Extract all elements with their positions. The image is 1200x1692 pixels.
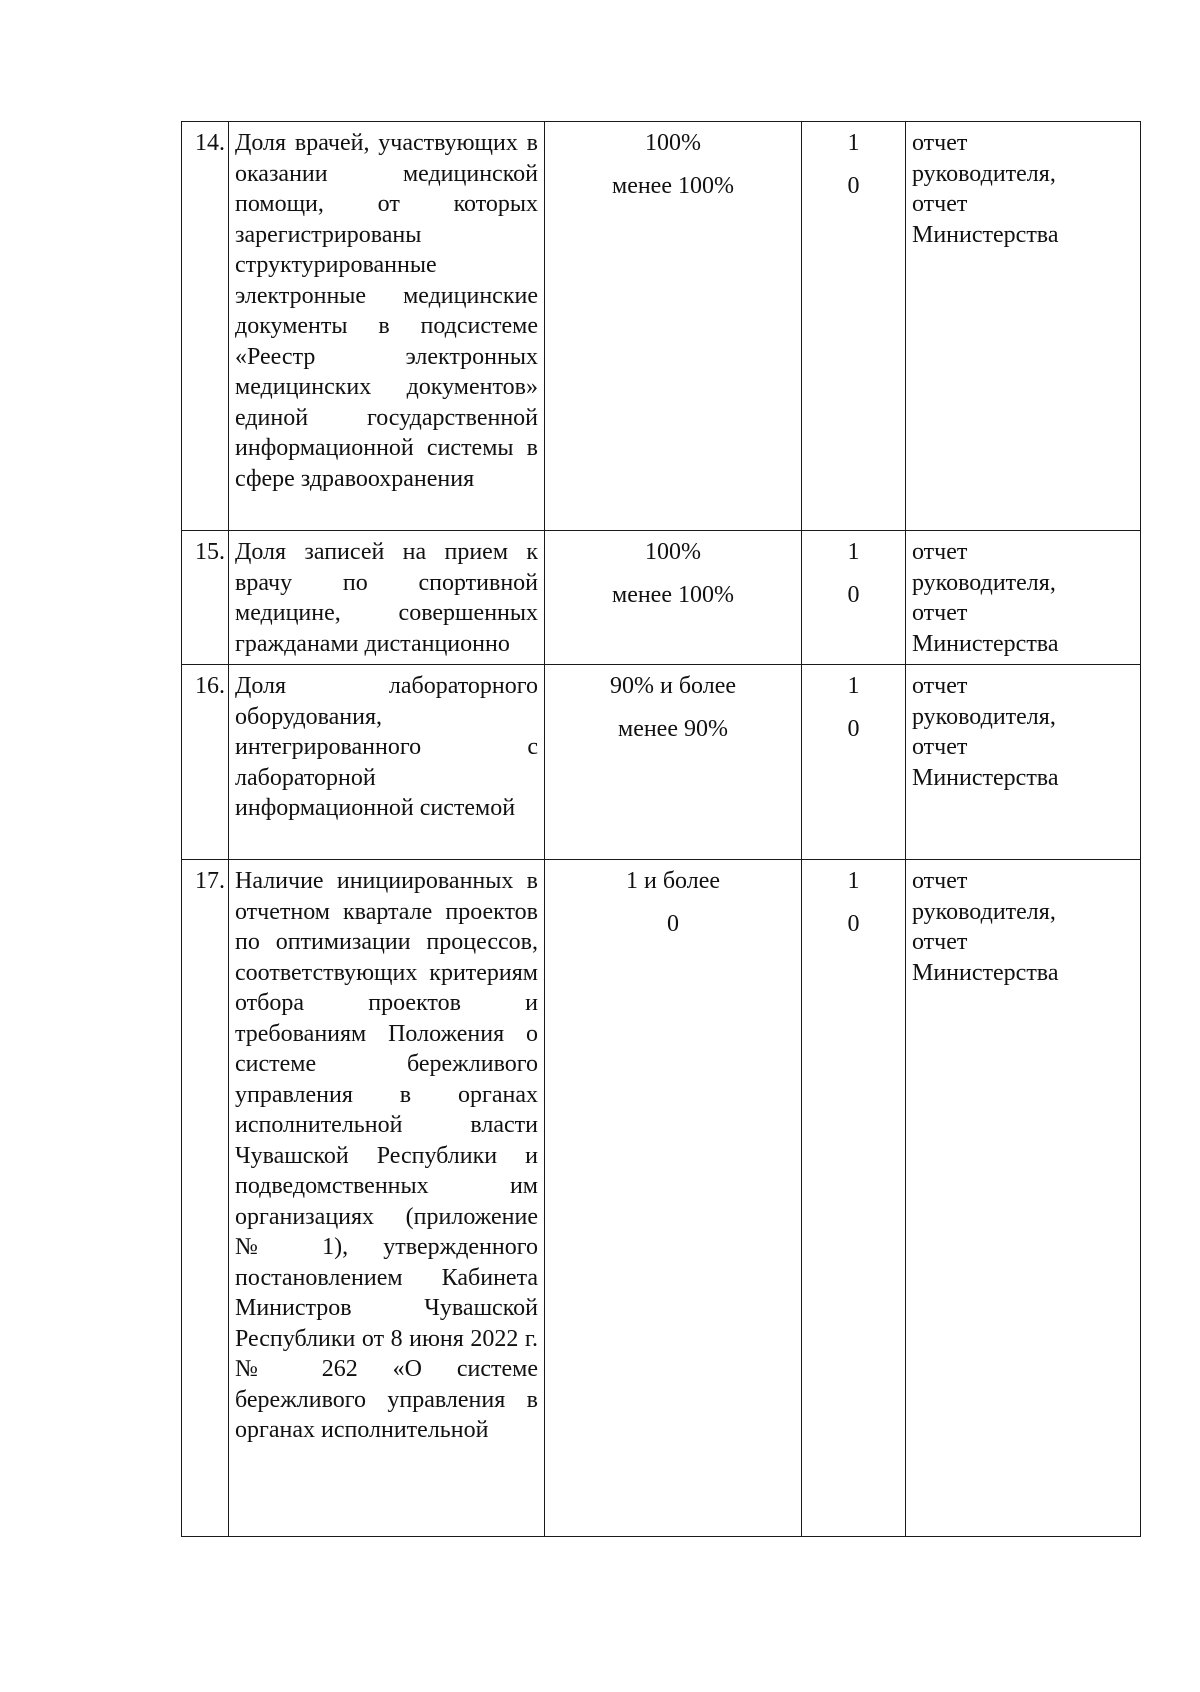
source-line: руководителя, <box>912 569 1056 596</box>
source-line: отчет <box>912 929 968 955</box>
indicator-values <box>545 531 802 665</box>
report-source <box>906 860 1141 1537</box>
source-line: отчет <box>912 539 968 565</box>
value-high: 100% <box>645 539 701 565</box>
value-low: менее 90% <box>618 715 728 742</box>
indicator-scores <box>802 665 906 860</box>
criteria-table <box>181 121 1141 1537</box>
source-line: отчет <box>912 191 968 217</box>
table-row <box>182 860 1141 1537</box>
value-high: 1 и более <box>625 868 721 894</box>
source-line: отчет <box>912 673 968 699</box>
indicator-values <box>545 122 802 531</box>
row-number: 16. <box>182 665 229 860</box>
score-low: 0 <box>847 910 860 937</box>
table-row <box>182 665 1141 860</box>
indicator-values <box>545 860 802 1537</box>
row-number: 15. <box>182 531 229 665</box>
source-line: Министерства <box>912 630 1059 657</box>
value-low: менее 100% <box>612 581 734 608</box>
row-number: 17. <box>182 860 229 1537</box>
indicator-name: Наличие инициированных в отчетном квартале проектов по оптимизации процессов, соответствующих критериям отбора проектов и требованиям Положения о системе бережливого управления в органах исполнительной власти Чувашской Республики и подведомственных им организациях (приложение № 1), утвержденного постановлением Кабинета Министров Чувашской Республики от 8 июня 2022 г. № 262 «О системе бережливого управления в органах исполнительной <box>229 860 545 1537</box>
score-low: 0 <box>847 581 860 608</box>
report-source <box>906 122 1141 531</box>
source-line: руководителя, <box>912 160 1056 187</box>
indicator-name: Доля врачей, участвующих в оказании медицинской помощи, от которых зарегистрированы структурированные электронные медицинские документы в подсистеме «Реестр электронных медицинских документов» единой государственной информационной системы в сфере здравоохранения <box>229 122 545 531</box>
report-source <box>906 531 1141 665</box>
indicator-scores <box>802 531 906 665</box>
row-number: 14. <box>182 122 229 531</box>
source-line: Министерства <box>912 221 1059 248</box>
indicator-scores <box>802 122 906 531</box>
score-high: 1 <box>847 539 860 565</box>
value-high: 100% <box>645 130 701 156</box>
source-line: отчет <box>912 600 968 626</box>
indicator-scores <box>802 860 906 1537</box>
indicator-name: Доля записей на прием к врачу по спортивной медицине, совершенных гражданами дистанционно <box>229 531 545 665</box>
score-low: 0 <box>847 715 860 742</box>
value-low: менее 100% <box>612 172 734 199</box>
source-line: отчет <box>912 734 968 760</box>
value-low: 0 <box>667 910 679 937</box>
table-row <box>182 122 1141 531</box>
source-line: отчет <box>912 868 968 894</box>
score-low: 0 <box>847 172 860 199</box>
report-source <box>906 665 1141 860</box>
source-line: отчет <box>912 130 968 156</box>
score-high: 1 <box>847 673 860 699</box>
source-line: Министерства <box>912 959 1059 986</box>
score-high: 1 <box>847 130 860 156</box>
source-line: Министерства <box>912 764 1059 791</box>
table-row <box>182 531 1141 665</box>
source-line: руководителя, <box>912 703 1056 730</box>
indicator-values <box>545 665 802 860</box>
value-high: 90% и более <box>609 673 736 699</box>
source-line: руководителя, <box>912 898 1056 925</box>
indicator-name: Доля лабораторного оборудования, интегрированного с лабораторной информационной системой <box>229 665 545 860</box>
score-high: 1 <box>847 868 860 894</box>
